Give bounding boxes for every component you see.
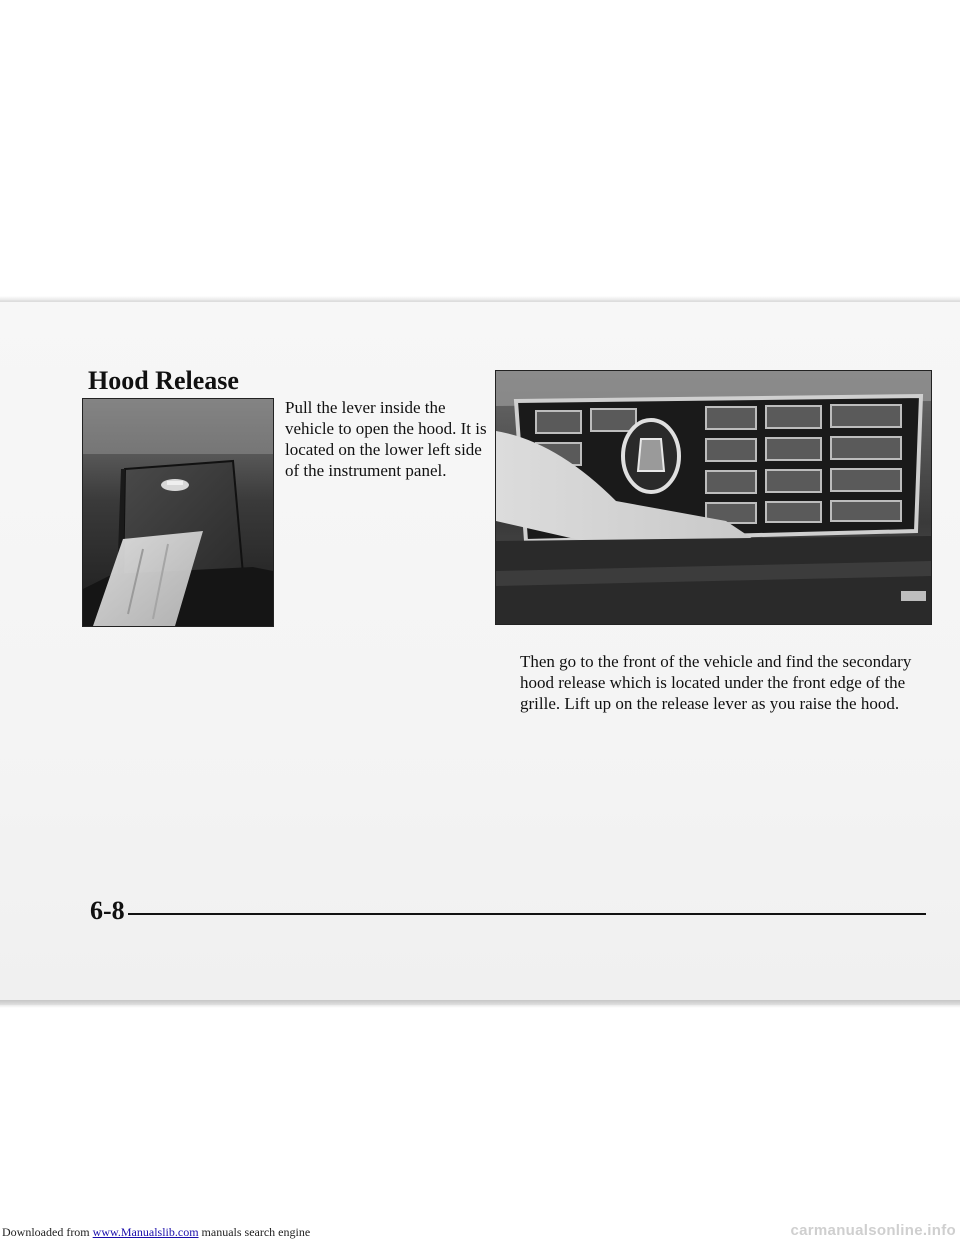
secondary-release-instructions: Then go to the front of the vehicle and find the secondary hood release which is located under the front edge of the grille. Lift up on the release lever as you raise the hood.	[520, 652, 912, 713]
download-credit-prefix: Downloaded from	[2, 1225, 90, 1239]
hood-release-lever-photo	[82, 398, 274, 627]
lever-photo-illustration	[83, 399, 273, 626]
manualslib-link[interactable]: www.Manualslib.com	[92, 1225, 199, 1239]
section-title: Hood Release	[88, 366, 239, 395]
page-top-edge	[0, 296, 960, 302]
download-credit	[2, 1225, 310, 1240]
page-bottom-edge	[0, 1000, 960, 1008]
watermark: carmanualsonline.info	[790, 1222, 956, 1239]
grille-photo-illustration	[496, 371, 931, 624]
footer-rule	[128, 913, 926, 915]
grille-secondary-release-photo	[495, 370, 932, 625]
page-number: 6-8	[90, 896, 125, 925]
download-credit-suffix: manuals search engine	[201, 1225, 311, 1239]
lever-instructions: Pull the lever inside the vehicle to open the hood. It is located on the lower left side of the instrument panel.	[285, 398, 487, 480]
